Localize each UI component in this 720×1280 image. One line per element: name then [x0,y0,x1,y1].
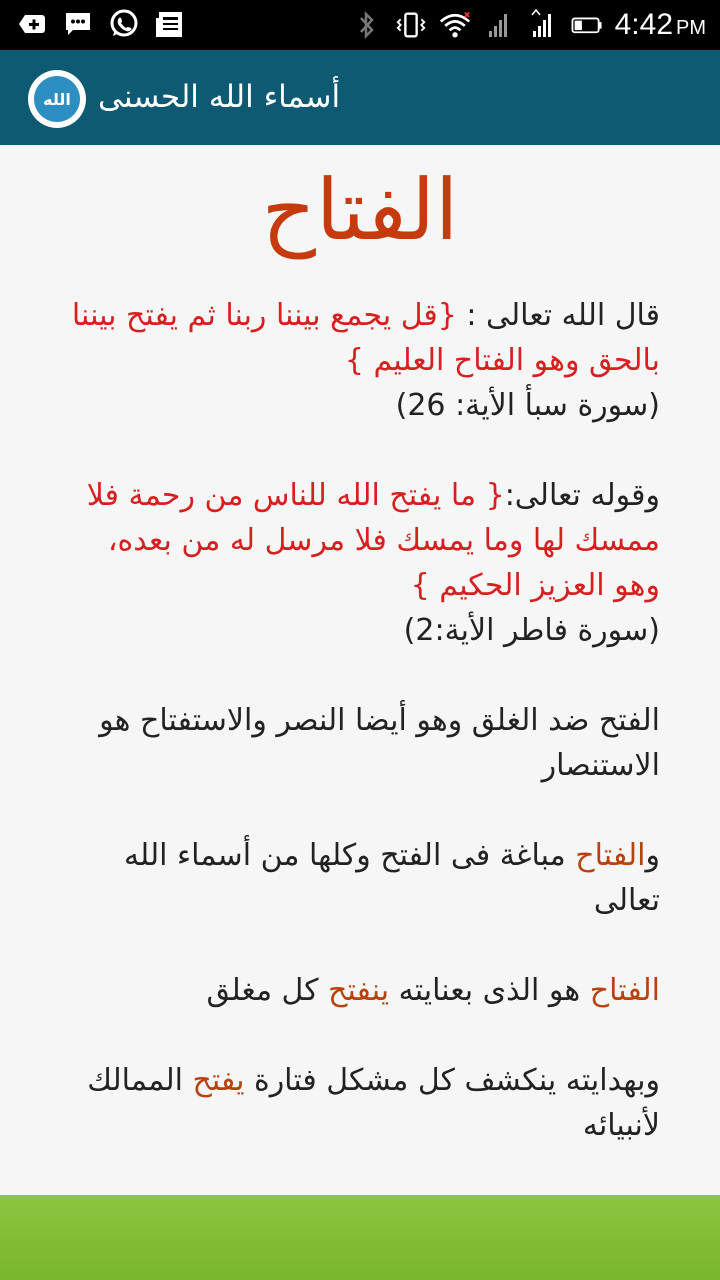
opener-highlight-1: الفتاح [589,973,660,1008]
app-bar [0,50,720,145]
app-logo-text: الله [34,76,80,122]
guidance-start: وبهدايته ينكشف كل مشكل فتارة [244,1063,660,1098]
system-icons [351,0,706,50]
verse-1-intro: قال الله تعالى : [456,298,660,333]
time-value: 4:42 [614,8,673,41]
opener-highlight-2: ينفتح [328,973,390,1008]
name-title: الفتاح [261,161,459,259]
add-notification-icon [16,8,48,40]
whatsapp-icon [108,8,140,40]
bottom-bar [0,1195,720,1280]
content-area[interactable] [0,145,720,1195]
verse-2-text: { ما يفتح الله للناس من رحمة فلا ممسك لها وما يمسك فلا مرسل له من بعده، وهو العزيز الحكيم } [86,478,660,603]
time-ampm: PM [676,17,706,39]
guidance-highlight: يفتح [192,1063,245,1098]
news-icon [154,8,186,40]
battery-icon [571,9,603,41]
verse-2-intro: وقوله تعالى: [504,478,660,513]
wifi-icon [439,9,471,41]
bluetooth-icon [351,9,383,41]
status-bar [0,0,720,50]
app-title: أسماء الله الحسنى [98,79,341,115]
signal-icon-2 [527,9,559,41]
paragraph-opener [60,968,660,1013]
intensity-highlight: الفتاح [575,838,646,873]
description-text [60,293,660,1193]
paragraph-meaning [60,698,660,788]
signal-icon-1 [483,9,515,41]
verse-1-text: {قل يجمع بيننا ربنا ثم يفتح بيننا بالحق وهو الفتاح العليم } [71,298,660,378]
status-time [615,8,706,42]
verse-2-reference: (سورة فاطر الأية:2) [403,613,660,648]
intensity-prefix: و [645,838,660,873]
paragraph-verse-2 [60,473,660,653]
paragraph-guidance [60,1058,660,1148]
opener-rest: كل مغلق [206,973,329,1008]
vibrate-icon [395,9,427,41]
opener-middle: هو الذى بعنايته [389,973,590,1008]
paragraph-verse-1 [60,293,660,428]
notification-icons [16,8,186,40]
message-icon [62,8,94,40]
app-logo-icon[interactable] [28,70,86,128]
meaning-text: الفتح ضد الغلق وهو أيضا النصر والاستفتاح هو الاستنصار [99,703,660,783]
verse-1-reference: (سورة سبأ الأية: 26) [395,388,660,423]
guidance-rest: الممالك لأنبيائه [87,1063,660,1143]
paragraph-intensity [60,833,660,923]
intensity-rest: مباغة فى الفتح وكلها من أسماء الله تعالى [123,838,660,918]
